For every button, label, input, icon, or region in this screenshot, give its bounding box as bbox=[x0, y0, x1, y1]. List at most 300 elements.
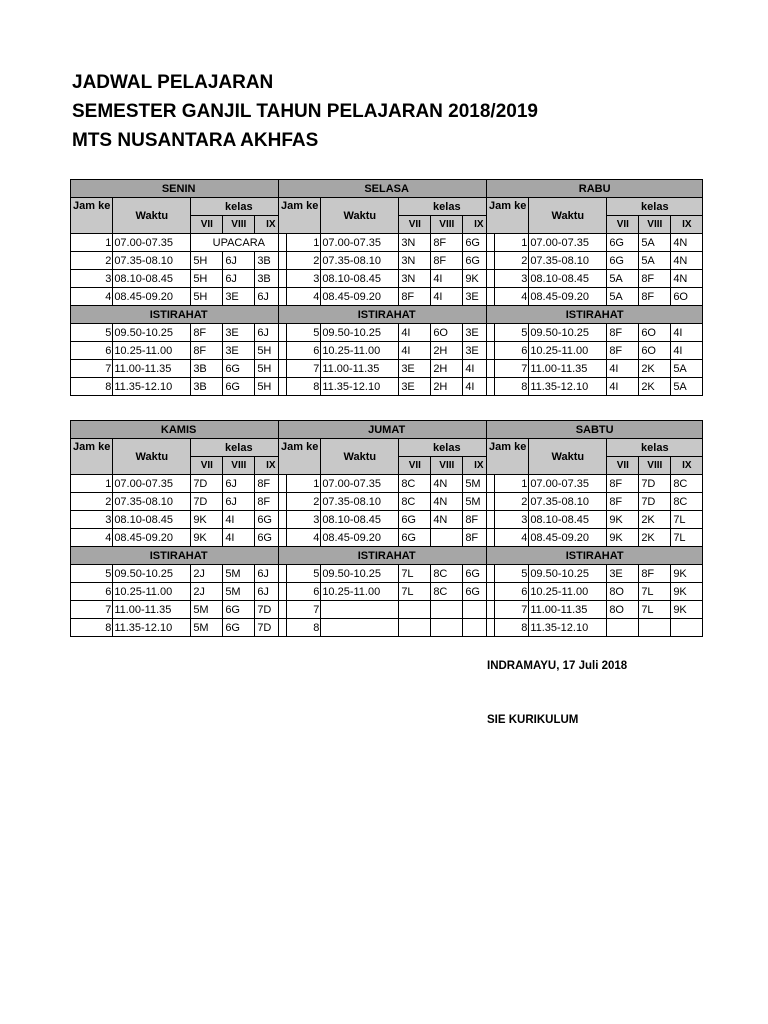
table-row bbox=[71, 288, 287, 306]
class-viii-cell: 4I bbox=[431, 288, 463, 306]
signature-label: SIE KURIKULUM bbox=[487, 714, 579, 726]
header-vii: VII bbox=[607, 216, 639, 234]
schedule-table-sabtu bbox=[486, 420, 703, 637]
period-number: 3 bbox=[279, 270, 321, 288]
class-vii-cell: 9K bbox=[607, 529, 639, 547]
period-number: 2 bbox=[279, 493, 321, 511]
period-number: 4 bbox=[71, 529, 113, 547]
class-viii-cell: 5M bbox=[223, 583, 255, 601]
day-name-sabtu: SABTU bbox=[487, 421, 703, 439]
period-number: 3 bbox=[279, 511, 321, 529]
class-vii-cell: 3N bbox=[399, 234, 431, 252]
period-time: 07.00-07.35 bbox=[529, 234, 607, 252]
header-waktu: Waktu bbox=[113, 439, 191, 475]
class-viii-cell: 8F bbox=[639, 270, 671, 288]
header-kelas: kelas bbox=[399, 439, 495, 457]
class-viii-cell: 2H bbox=[431, 360, 463, 378]
class-vii-cell: 3E bbox=[399, 360, 431, 378]
header-viii: VIII bbox=[431, 457, 463, 475]
schedule-table-selasa bbox=[278, 179, 495, 396]
class-vii-cell: 8F bbox=[191, 342, 223, 360]
period-time: 07.00-07.35 bbox=[113, 234, 191, 252]
class-viii-cell: 3E bbox=[223, 324, 255, 342]
period-time: 07.35-08.10 bbox=[321, 252, 399, 270]
period-time: 08.45-09.20 bbox=[113, 529, 191, 547]
period-time: 10.25-11.00 bbox=[321, 583, 399, 601]
table-row bbox=[71, 601, 287, 619]
table-row bbox=[487, 475, 703, 493]
class-ix-cell: 4N bbox=[671, 234, 703, 252]
class-viii-cell: 6J bbox=[223, 270, 255, 288]
day-name-selasa: SELASA bbox=[279, 180, 495, 198]
header-viii: VIII bbox=[639, 216, 671, 234]
class-vii-cell: 8F bbox=[191, 324, 223, 342]
period-time: 08.10-08.45 bbox=[321, 270, 399, 288]
class-viii-cell: 2H bbox=[431, 378, 463, 396]
class-viii-cell: 6J bbox=[223, 252, 255, 270]
table-row bbox=[71, 619, 287, 637]
period-number: 3 bbox=[487, 270, 529, 288]
period-time: 07.35-08.10 bbox=[113, 252, 191, 270]
class-viii-cell: 2H bbox=[431, 342, 463, 360]
header-vii: VII bbox=[191, 457, 223, 475]
period-number: 3 bbox=[71, 511, 113, 529]
period-time: 07.35-08.10 bbox=[529, 493, 607, 511]
class-vii-cell: 8C bbox=[399, 475, 431, 493]
period-time: 08.10-08.45 bbox=[321, 511, 399, 529]
class-ix-cell: 3B bbox=[255, 252, 287, 270]
class-vii-cell: 8F bbox=[607, 324, 639, 342]
header-waktu: Waktu bbox=[529, 439, 607, 475]
period-number: 7 bbox=[71, 360, 113, 378]
period-time: 11.35-12.10 bbox=[321, 378, 399, 396]
class-vii-cell: 5M bbox=[191, 601, 223, 619]
table-row bbox=[487, 378, 703, 396]
class-vii-cell: 5M bbox=[191, 619, 223, 637]
class-viii-cell: 4I bbox=[431, 270, 463, 288]
table-row bbox=[71, 529, 287, 547]
class-ix-cell: 9K bbox=[671, 565, 703, 583]
class-vii-cell bbox=[399, 619, 431, 637]
table-row bbox=[279, 360, 495, 378]
class-viii-cell: 4I bbox=[223, 529, 255, 547]
class-vii-cell: 9K bbox=[607, 511, 639, 529]
class-ix-cell: 5A bbox=[671, 378, 703, 396]
class-ix-cell: 7L bbox=[671, 529, 703, 547]
class-ix-cell: 3E bbox=[463, 288, 495, 306]
table-row bbox=[487, 288, 703, 306]
period-time: 08.10-08.45 bbox=[113, 511, 191, 529]
class-vii-cell bbox=[399, 601, 431, 619]
period-time: 11.00-11.35 bbox=[321, 360, 399, 378]
class-viii-cell: 4N bbox=[431, 475, 463, 493]
class-vii-cell: 5A bbox=[607, 270, 639, 288]
class-ix-cell: 6G bbox=[463, 234, 495, 252]
istirahat-row: ISTIRAHAT bbox=[71, 547, 287, 565]
class-ix-cell: 8F bbox=[463, 511, 495, 529]
table-row bbox=[487, 583, 703, 601]
table-row bbox=[487, 270, 703, 288]
class-viii-cell: 6O bbox=[431, 324, 463, 342]
period-time bbox=[321, 601, 399, 619]
class-viii-cell: 8F bbox=[431, 234, 463, 252]
class-ix-cell: 6O bbox=[671, 288, 703, 306]
period-time: 10.25-11.00 bbox=[529, 583, 607, 601]
period-number: 8 bbox=[279, 378, 321, 396]
class-vii-cell: 5A bbox=[607, 288, 639, 306]
table-row bbox=[71, 493, 287, 511]
class-vii-cell: 8C bbox=[399, 493, 431, 511]
class-viii-cell bbox=[431, 601, 463, 619]
class-ix-cell: 5M bbox=[463, 475, 495, 493]
class-ix-cell: 7L bbox=[671, 511, 703, 529]
class-ix-cell: 7D bbox=[255, 619, 287, 637]
class-viii-cell: 2K bbox=[639, 529, 671, 547]
class-vii-cell: 5H bbox=[191, 270, 223, 288]
title-line-2: SEMESTER GANJIL TAHUN PELAJARAN 2018/2019 bbox=[72, 101, 538, 122]
header-waktu: Waktu bbox=[321, 439, 399, 475]
table-row bbox=[487, 360, 703, 378]
table-row bbox=[279, 378, 495, 396]
istirahat-row: ISTIRAHAT bbox=[71, 306, 287, 324]
class-viii-cell: 5M bbox=[223, 565, 255, 583]
class-viii-cell: 6O bbox=[639, 342, 671, 360]
period-number: 8 bbox=[71, 619, 113, 637]
class-vii-cell: 3E bbox=[399, 378, 431, 396]
header-vii: VII bbox=[399, 457, 431, 475]
class-viii-cell: 5A bbox=[639, 252, 671, 270]
period-time: 10.25-11.00 bbox=[113, 342, 191, 360]
period-time: 07.00-07.35 bbox=[321, 234, 399, 252]
class-viii-cell: 8F bbox=[639, 288, 671, 306]
period-time: 09.50-10.25 bbox=[529, 565, 607, 583]
period-number: 5 bbox=[279, 324, 321, 342]
period-time: 11.35-12.10 bbox=[113, 619, 191, 637]
period-time: 10.25-11.00 bbox=[113, 583, 191, 601]
class-vii-cell: 3B bbox=[191, 378, 223, 396]
period-number: 2 bbox=[487, 493, 529, 511]
header-viii: VIII bbox=[223, 216, 255, 234]
table-row bbox=[279, 493, 495, 511]
period-number: 5 bbox=[487, 565, 529, 583]
class-viii-cell: 3E bbox=[223, 288, 255, 306]
class-viii-cell bbox=[431, 529, 463, 547]
period-time: 07.35-08.10 bbox=[321, 493, 399, 511]
period-number: 7 bbox=[487, 601, 529, 619]
period-time: 09.50-10.25 bbox=[321, 324, 399, 342]
class-ix-cell: 3B bbox=[255, 270, 287, 288]
period-number: 8 bbox=[279, 619, 321, 637]
header-ix: IX bbox=[255, 216, 287, 234]
header-ix: IX bbox=[671, 216, 703, 234]
class-vii-cell: 6G bbox=[399, 529, 431, 547]
table-row bbox=[279, 511, 495, 529]
period-number: 5 bbox=[71, 324, 113, 342]
header-ix: IX bbox=[463, 457, 495, 475]
table-row bbox=[487, 511, 703, 529]
period-number: 2 bbox=[487, 252, 529, 270]
table-row bbox=[71, 234, 287, 252]
class-viii-cell: 4N bbox=[431, 511, 463, 529]
period-number: 4 bbox=[71, 288, 113, 306]
class-viii-cell: 8C bbox=[431, 565, 463, 583]
class-vii-cell: 4I bbox=[607, 360, 639, 378]
class-ix-cell: 9K bbox=[671, 601, 703, 619]
period-number: 1 bbox=[279, 475, 321, 493]
class-viii-cell: 6G bbox=[223, 360, 255, 378]
table-row bbox=[279, 565, 495, 583]
table-row bbox=[279, 270, 495, 288]
class-ix-cell: 6J bbox=[255, 324, 287, 342]
period-time: 08.45-09.20 bbox=[321, 529, 399, 547]
period-number: 7 bbox=[279, 360, 321, 378]
class-viii-cell: 8F bbox=[431, 252, 463, 270]
header-viii: VIII bbox=[639, 457, 671, 475]
class-vii-cell: 8O bbox=[607, 601, 639, 619]
table-row bbox=[71, 475, 287, 493]
period-number: 1 bbox=[487, 234, 529, 252]
class-ix-cell: 8F bbox=[255, 475, 287, 493]
period-number: 8 bbox=[487, 619, 529, 637]
table-row bbox=[71, 342, 287, 360]
class-viii-cell: 7L bbox=[639, 601, 671, 619]
period-time: 07.00-07.35 bbox=[529, 475, 607, 493]
table-row bbox=[487, 342, 703, 360]
class-vii-cell: 5H bbox=[191, 288, 223, 306]
class-ix-cell: 5H bbox=[255, 360, 287, 378]
header-ix: IX bbox=[463, 216, 495, 234]
day-name-senin: SENIN bbox=[71, 180, 287, 198]
class-viii-cell: 4I bbox=[223, 511, 255, 529]
class-ix-cell: 6J bbox=[255, 565, 287, 583]
table-row bbox=[279, 601, 495, 619]
class-viii-cell: 8F bbox=[639, 565, 671, 583]
period-time: 08.10-08.45 bbox=[529, 511, 607, 529]
class-vii-cell: 3B bbox=[191, 360, 223, 378]
schedule-table-senin bbox=[70, 179, 287, 396]
document-title-block bbox=[72, 68, 538, 155]
table-row bbox=[487, 234, 703, 252]
period-time: 08.10-08.45 bbox=[529, 270, 607, 288]
schedule-table-rabu bbox=[486, 179, 703, 396]
period-number: 5 bbox=[279, 565, 321, 583]
header-jam-ke: Jam ke bbox=[71, 439, 113, 475]
period-time: 11.00-11.35 bbox=[113, 601, 191, 619]
period-number: 3 bbox=[71, 270, 113, 288]
span-activity: UPACARA bbox=[191, 234, 287, 252]
class-ix-cell: 6G bbox=[463, 583, 495, 601]
class-ix-cell: 5H bbox=[255, 378, 287, 396]
table-row bbox=[487, 565, 703, 583]
class-viii-cell: 5A bbox=[639, 234, 671, 252]
class-viii-cell: 6G bbox=[223, 378, 255, 396]
class-ix-cell: 8F bbox=[463, 529, 495, 547]
period-number: 1 bbox=[487, 475, 529, 493]
header-waktu: Waktu bbox=[113, 198, 191, 234]
period-time: 11.00-11.35 bbox=[529, 601, 607, 619]
class-vii-cell: 8F bbox=[607, 342, 639, 360]
header-waktu: Waktu bbox=[529, 198, 607, 234]
table-row bbox=[487, 324, 703, 342]
period-number: 2 bbox=[71, 252, 113, 270]
title-line-3: MTS NUSANTARA AKHFAS bbox=[72, 130, 319, 151]
period-number: 2 bbox=[279, 252, 321, 270]
class-ix-cell: 6G bbox=[255, 511, 287, 529]
class-vii-cell: 8O bbox=[607, 583, 639, 601]
table-row bbox=[487, 252, 703, 270]
class-vii-cell: 4I bbox=[607, 378, 639, 396]
header-kelas: kelas bbox=[399, 198, 495, 216]
class-viii-cell: 2K bbox=[639, 378, 671, 396]
period-number: 6 bbox=[279, 342, 321, 360]
header-viii: VIII bbox=[223, 457, 255, 475]
day-name-kamis: KAMIS bbox=[71, 421, 287, 439]
class-vii-cell: 8F bbox=[607, 475, 639, 493]
class-ix-cell: 6J bbox=[255, 583, 287, 601]
class-vii-cell: 6G bbox=[399, 511, 431, 529]
period-time: 10.25-11.00 bbox=[321, 342, 399, 360]
class-viii-cell: 7D bbox=[639, 475, 671, 493]
period-time: 08.45-09.20 bbox=[529, 529, 607, 547]
period-time: 11.35-12.10 bbox=[529, 378, 607, 396]
class-ix-cell: 9K bbox=[671, 583, 703, 601]
title-line-1: JADWAL PELAJARAN bbox=[72, 72, 274, 93]
period-number: 6 bbox=[71, 342, 113, 360]
period-time: 09.50-10.25 bbox=[113, 565, 191, 583]
period-number: 1 bbox=[71, 234, 113, 252]
period-time: 08.10-08.45 bbox=[113, 270, 191, 288]
class-ix-cell: 5A bbox=[671, 360, 703, 378]
period-time: 08.45-09.20 bbox=[113, 288, 191, 306]
class-vii-cell: 5H bbox=[191, 252, 223, 270]
period-number: 7 bbox=[71, 601, 113, 619]
period-number: 4 bbox=[487, 529, 529, 547]
table-row bbox=[279, 583, 495, 601]
class-vii-cell: 8F bbox=[399, 288, 431, 306]
class-vii-cell: 7D bbox=[191, 493, 223, 511]
header-jam-ke: Jam ke bbox=[279, 198, 321, 234]
header-kelas: kelas bbox=[191, 439, 287, 457]
class-ix-cell: 7D bbox=[255, 601, 287, 619]
class-ix-cell: 8C bbox=[671, 493, 703, 511]
class-viii-cell: 6J bbox=[223, 475, 255, 493]
class-vii-cell: 3N bbox=[399, 252, 431, 270]
header-waktu: Waktu bbox=[321, 198, 399, 234]
period-number: 5 bbox=[487, 324, 529, 342]
class-vii-cell: 8F bbox=[607, 493, 639, 511]
class-vii-cell: 3E bbox=[607, 565, 639, 583]
class-viii-cell: 6J bbox=[223, 493, 255, 511]
class-ix-cell: 4I bbox=[671, 324, 703, 342]
class-vii-cell: 2J bbox=[191, 583, 223, 601]
table-row bbox=[279, 529, 495, 547]
period-time: 07.35-08.10 bbox=[113, 493, 191, 511]
class-viii-cell bbox=[639, 619, 671, 637]
istirahat-row: ISTIRAHAT bbox=[487, 547, 703, 565]
table-row bbox=[71, 378, 287, 396]
class-ix-cell: 3E bbox=[463, 324, 495, 342]
class-vii-cell: 4I bbox=[399, 324, 431, 342]
class-vii-cell: 2J bbox=[191, 565, 223, 583]
period-number: 7 bbox=[279, 601, 321, 619]
period-number: 5 bbox=[71, 565, 113, 583]
class-ix-cell: 5M bbox=[463, 493, 495, 511]
table-row bbox=[71, 511, 287, 529]
period-time: 09.50-10.25 bbox=[529, 324, 607, 342]
class-ix-cell: 4I bbox=[671, 342, 703, 360]
table-row bbox=[279, 475, 495, 493]
period-time: 09.50-10.25 bbox=[321, 565, 399, 583]
class-ix-cell: 4I bbox=[463, 378, 495, 396]
class-viii-cell: 8C bbox=[431, 583, 463, 601]
schedule-table-kamis bbox=[70, 420, 287, 637]
period-time bbox=[321, 619, 399, 637]
class-viii-cell: 7L bbox=[639, 583, 671, 601]
class-ix-cell: 9K bbox=[463, 270, 495, 288]
class-vii-cell: 6G bbox=[607, 252, 639, 270]
header-kelas: kelas bbox=[191, 198, 287, 216]
header-jam-ke: Jam ke bbox=[279, 439, 321, 475]
day-name-jumat: JUMAT bbox=[279, 421, 495, 439]
table-row bbox=[279, 324, 495, 342]
class-viii-cell bbox=[431, 619, 463, 637]
class-viii-cell: 2K bbox=[639, 360, 671, 378]
class-viii-cell: 6O bbox=[639, 324, 671, 342]
class-vii-cell: 3N bbox=[399, 270, 431, 288]
period-number: 6 bbox=[487, 342, 529, 360]
header-vii: VII bbox=[607, 457, 639, 475]
period-number: 6 bbox=[279, 583, 321, 601]
header-jam-ke: Jam ke bbox=[487, 198, 529, 234]
class-ix-cell: 5H bbox=[255, 342, 287, 360]
period-number: 4 bbox=[279, 529, 321, 547]
period-number: 1 bbox=[279, 234, 321, 252]
table-row bbox=[71, 324, 287, 342]
period-time: 11.35-12.10 bbox=[113, 378, 191, 396]
period-number: 4 bbox=[487, 288, 529, 306]
period-number: 1 bbox=[71, 475, 113, 493]
period-time: 11.00-11.35 bbox=[113, 360, 191, 378]
istirahat-row: ISTIRAHAT bbox=[487, 306, 703, 324]
period-time: 11.35-12.10 bbox=[529, 619, 607, 637]
period-time: 07.00-07.35 bbox=[321, 475, 399, 493]
class-viii-cell: 4N bbox=[431, 493, 463, 511]
class-vii-cell: 7L bbox=[399, 583, 431, 601]
class-ix-cell: 6G bbox=[255, 529, 287, 547]
period-number: 3 bbox=[487, 511, 529, 529]
period-number: 6 bbox=[487, 583, 529, 601]
period-number: 7 bbox=[487, 360, 529, 378]
table-row bbox=[71, 565, 287, 583]
header-kelas: kelas bbox=[607, 198, 703, 216]
table-row bbox=[71, 252, 287, 270]
header-jam-ke: Jam ke bbox=[71, 198, 113, 234]
period-number: 8 bbox=[71, 378, 113, 396]
class-viii-cell: 2K bbox=[639, 511, 671, 529]
class-ix-cell: 6J bbox=[255, 288, 287, 306]
header-kelas: kelas bbox=[607, 439, 703, 457]
period-time: 09.50-10.25 bbox=[113, 324, 191, 342]
class-viii-cell: 6G bbox=[223, 601, 255, 619]
table-row bbox=[71, 583, 287, 601]
period-time: 11.00-11.35 bbox=[529, 360, 607, 378]
place-date: INDRAMAYU, 17 Juli 2018 bbox=[487, 660, 628, 672]
class-ix-cell bbox=[671, 619, 703, 637]
table-row bbox=[71, 270, 287, 288]
table-row bbox=[487, 529, 703, 547]
table-row bbox=[487, 619, 703, 637]
class-ix-cell: 4I bbox=[463, 360, 495, 378]
